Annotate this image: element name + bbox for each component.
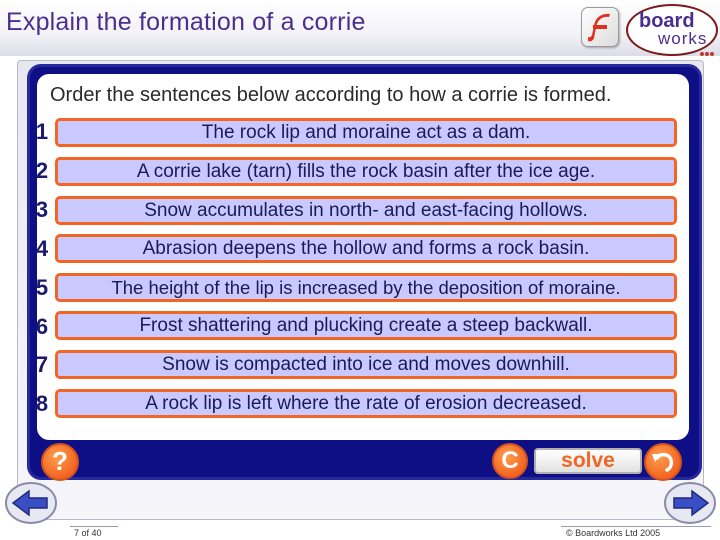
slide-title: Explain the formation of a corrie: [6, 8, 366, 36]
instruction-text: Order the sentences below according to how a corrie is formed.: [50, 84, 612, 106]
sentence-card-5[interactable]: The height of the lip is increased by the deposition of moraine.: [55, 273, 677, 302]
sentence-card-6[interactable]: Frost shattering and plucking create a steep backwall.: [55, 311, 677, 340]
logo-dots: [700, 43, 715, 61]
boardworks-logo: [626, 4, 718, 56]
sentence-card-8[interactable]: A rock lip is left where the rate of erosion decreased.: [55, 389, 677, 418]
slide-number: 7 of 40: [74, 528, 102, 538]
sentence-card-1[interactable]: The rock lip and moraine act as a dam.: [55, 118, 677, 147]
copyright-text: © Boardworks Ltd 2005: [566, 528, 661, 538]
row-number-8: 8: [35, 391, 49, 416]
next-slide-button[interactable]: [662, 480, 718, 526]
row-number-5: 5: [35, 275, 49, 300]
logo-text-bottom: works: [658, 29, 708, 48]
logo-text-top: board: [639, 10, 695, 32]
row-number-1: 1: [35, 119, 49, 144]
row-number-4: 4: [35, 236, 49, 261]
row-number-7: 7: [35, 352, 49, 377]
help-button[interactable]: ?: [41, 443, 79, 481]
row-number-6: 6: [35, 314, 49, 339]
previous-slide-button[interactable]: [3, 480, 59, 526]
undo-button[interactable]: [644, 443, 682, 481]
reset-button[interactable]: C: [492, 443, 528, 479]
undo-arrow-icon: [646, 445, 680, 479]
sentence-card-7[interactable]: Snow is compacted into ice and moves downhill.: [55, 350, 677, 379]
footer-divider-right: [561, 526, 711, 527]
arrow-left-icon: [3, 480, 59, 526]
arrow-right-icon: [662, 480, 718, 526]
row-number-3: 3: [35, 197, 49, 222]
footer-divider-left: [70, 526, 118, 527]
sentence-card-4[interactable]: Abrasion deepens the hollow and forms a rock basin.: [55, 234, 677, 263]
flash-player-icon: [581, 7, 619, 47]
solve-button[interactable]: solve: [534, 448, 642, 474]
sentence-card-2[interactable]: A corrie lake (tarn) fills the rock basin after the ice age.: [55, 157, 677, 186]
sentence-card-3[interactable]: Snow accumulates in north- and east-facing hollows.: [55, 196, 677, 225]
row-number-2: 2: [35, 158, 49, 183]
